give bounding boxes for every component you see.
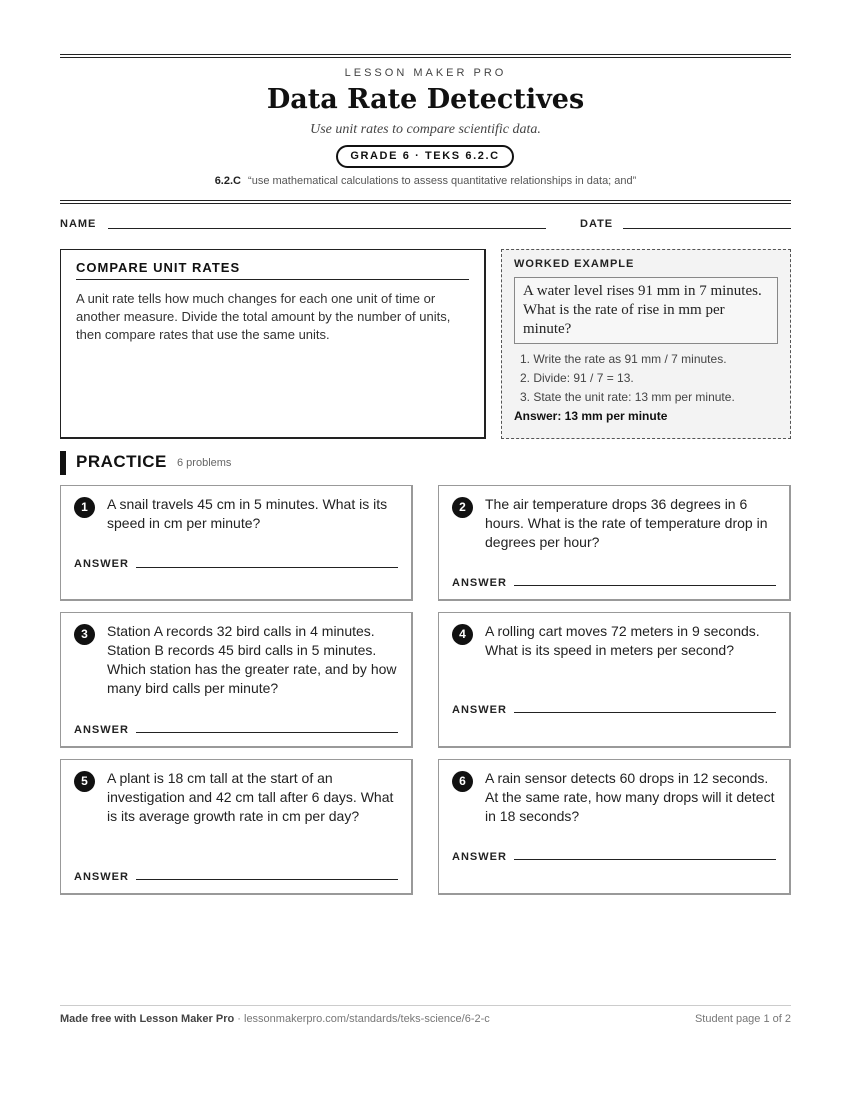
problem-text: A rolling cart moves 72 meters in 9 seconds. What is its speed in meters per second? <box>485 623 760 658</box>
answer-label: ANSWER <box>452 577 507 589</box>
answer-label: ANSWER <box>452 851 507 863</box>
name-label: NAME <box>60 218 97 230</box>
answer-field[interactable] <box>136 879 398 880</box>
problem-number-badge: 6 <box>452 771 473 792</box>
worksheet-page <box>60 0 791 1100</box>
problem-number-badge: 4 <box>452 624 473 645</box>
problem-text: A plant is 18 cm tall at the start of an investigation and 42 cm tall after 6 days. What is its average growth rate in cm per day? <box>107 770 394 824</box>
brand-name: LESSON MAKER PRO <box>344 67 507 79</box>
standard-statement <box>60 175 791 187</box>
worked-example-answer: Answer: 13 mm per minute <box>514 409 668 423</box>
worked-example-steps <box>514 350 778 407</box>
page-subtitle: Use unit rates to compare scientific data. <box>310 122 541 137</box>
problem-card-6 <box>438 759 791 895</box>
header-top-rule <box>60 54 791 58</box>
practice-count: 6 problems <box>177 457 232 469</box>
problem-number-badge: 5 <box>74 771 95 792</box>
standard-code: 6.2.C <box>214 175 241 187</box>
worked-example-step: 2. Divide: 91 / 7 = 13. <box>520 371 634 385</box>
worked-example-problem: A water level rises 91 mm in 7 minutes. What is the rate of rise in mm per minute? <box>514 277 778 344</box>
name-field[interactable] <box>108 228 546 229</box>
answer-field[interactable] <box>136 732 398 733</box>
practice-heading: PRACTICE <box>76 452 167 471</box>
footer-page-label: Student page 1 of 2 <box>694 1013 791 1025</box>
answer-label: ANSWER <box>74 871 129 883</box>
problem-card-1 <box>60 485 413 601</box>
problem-text: The air temperature drops 36 degrees in 6 hours. What is the rate of temperature drop in degrees per hour? <box>485 496 768 550</box>
problem-card-2 <box>438 485 791 601</box>
footer-url[interactable]: · lessonmakerpro.com/standards/teks-science/6-2-c <box>234 1013 490 1025</box>
problem-card-4 <box>438 612 791 748</box>
problem-card-5 <box>60 759 413 895</box>
problem-card-3 <box>60 612 413 748</box>
problem-number-badge: 3 <box>74 624 95 645</box>
answer-field[interactable] <box>514 712 776 713</box>
footer-rule <box>60 1005 791 1006</box>
page-title: Data Rate Detectives <box>266 84 585 115</box>
answer-field[interactable] <box>136 567 398 568</box>
worked-example-box <box>501 249 791 439</box>
answer-field[interactable] <box>514 585 776 586</box>
footer-credit <box>60 1013 490 1025</box>
problem-text: Station A records 32 bird calls in 4 minutes. Station B records 45 bird calls in 5 minutes. Which station has the greater rate, and by how many bird calls per minute? <box>107 623 397 696</box>
answer-field[interactable] <box>514 859 776 860</box>
header-bottom-rule <box>60 200 791 204</box>
compare-unit-rates-box <box>60 249 486 439</box>
answer-label: ANSWER <box>74 724 129 736</box>
problem-number-badge: 2 <box>452 497 473 518</box>
answer-label: ANSWER <box>452 704 507 716</box>
date-label: DATE <box>580 218 614 230</box>
problem-text: A rain sensor detects 60 drops in 12 seconds. At the same rate, how many drops will it detect in 18 seconds? <box>485 770 775 824</box>
worked-example-step: 1. Write the rate as 91 mm / 7 minutes. <box>520 352 727 366</box>
date-field[interactable] <box>623 228 791 229</box>
worked-example-heading: WORKED EXAMPLE <box>514 258 635 270</box>
problem-number-badge: 1 <box>74 497 95 518</box>
grade-badge: GRADE 6 · TEKS 6.2.C <box>336 145 514 168</box>
answer-label: ANSWER <box>74 558 129 570</box>
problem-text: A snail travels 45 cm in 5 minutes. What is its speed in cm per minute? <box>107 496 388 531</box>
compare-body: A unit rate tells how much changes for each one unit of time or another measure. Divide the total amount by the number of units, then compare rates that use the same units. <box>76 291 451 342</box>
standard-text: “use mathematical calculations to assess quantitative relationships in data; and” <box>248 175 637 187</box>
practice-accent-bar <box>60 451 66 475</box>
worked-example-step: 3. State the unit rate: 13 mm per minute. <box>520 390 735 404</box>
compare-heading: COMPARE UNIT RATES <box>76 260 469 280</box>
footer-made-with: Made free with Lesson Maker Pro <box>60 1013 235 1025</box>
